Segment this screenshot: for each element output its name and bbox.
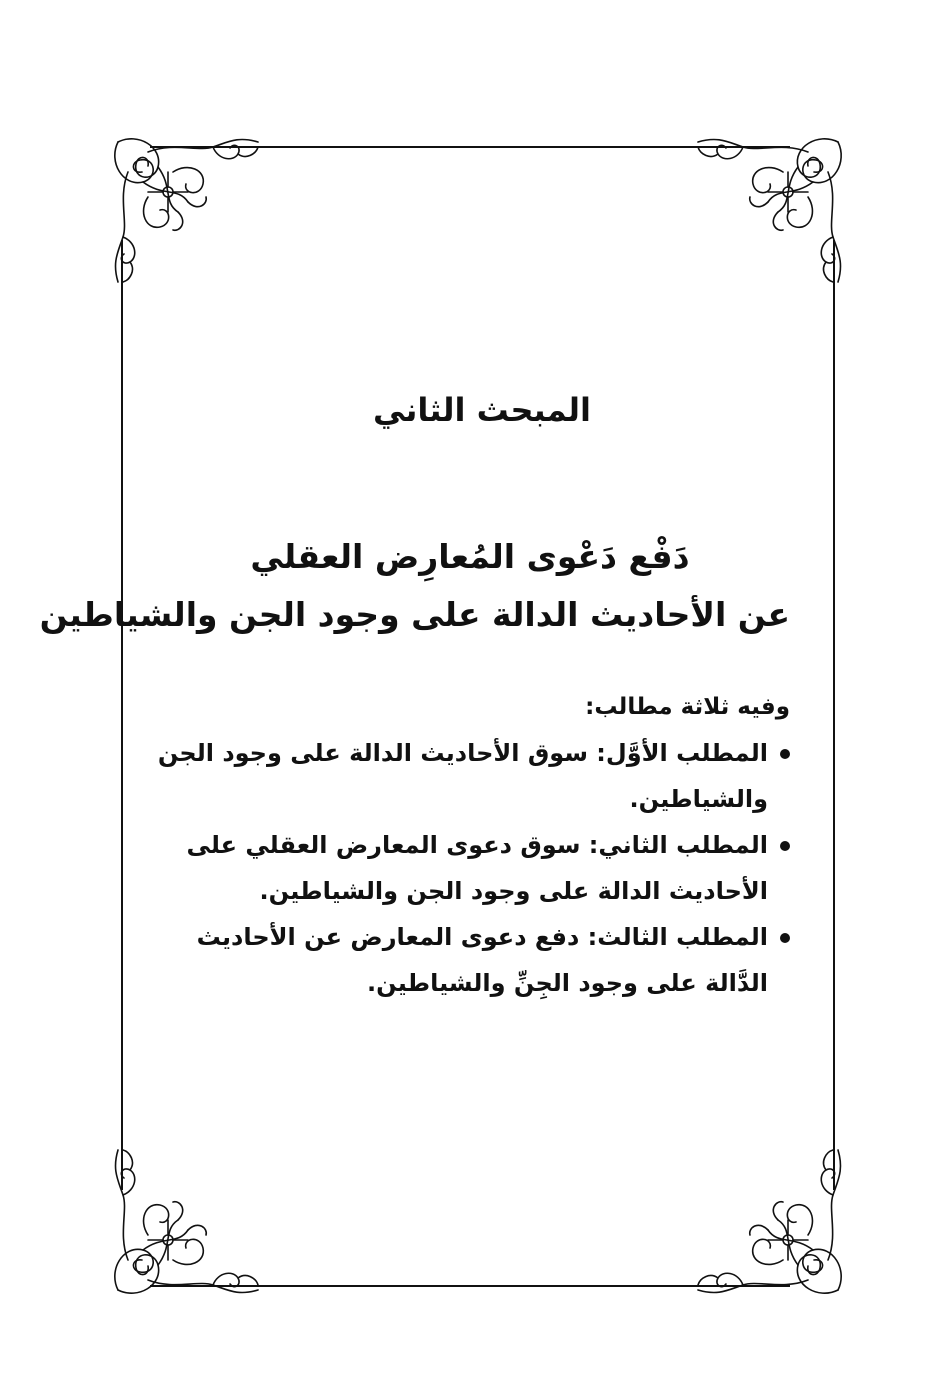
section-title: المبحث الثاني xyxy=(372,391,592,429)
corner-ornament-top-right xyxy=(698,139,841,282)
intro-text: وفيه ثلاثة مطالب: xyxy=(585,694,790,720)
corner-ornament-bottom-left xyxy=(115,1150,258,1293)
topic-name: المطلب الثاني: xyxy=(580,831,768,859)
bullet-icon xyxy=(780,841,790,851)
topic-name: المطلب الأوَّل: xyxy=(587,739,768,767)
bullet-icon xyxy=(780,749,790,759)
topic-text: سوق الأحاديث الدالة على وجود الجن والشياطين. xyxy=(157,739,768,813)
topic-text: دفع دعوى المعارض عن الأحاديث الدَّالة على وجود الجِنِّ والشياطين. xyxy=(196,923,768,997)
main-title-line-1: دَفْع دَعْوى المُعارِض العقلي xyxy=(250,537,690,576)
list-item xyxy=(150,730,790,822)
bullet-icon xyxy=(780,933,790,943)
corner-ornament-bottom-right xyxy=(698,1150,841,1293)
topics-list xyxy=(150,730,790,1006)
list-item xyxy=(150,914,790,1006)
topic-name: المطلب الثالث: xyxy=(579,923,768,951)
list-item xyxy=(150,822,790,914)
topic-text: سوق دعوى المعارض العقلي على الأحاديث الدالة على وجود الجن والشياطين. xyxy=(186,831,768,905)
chapter-content xyxy=(39,380,790,1006)
main-title-line-2: عن الأحاديث الدالة على وجود الجن والشياطين xyxy=(39,595,790,634)
main-title xyxy=(39,528,790,644)
corner-ornament-top-left xyxy=(115,139,258,282)
